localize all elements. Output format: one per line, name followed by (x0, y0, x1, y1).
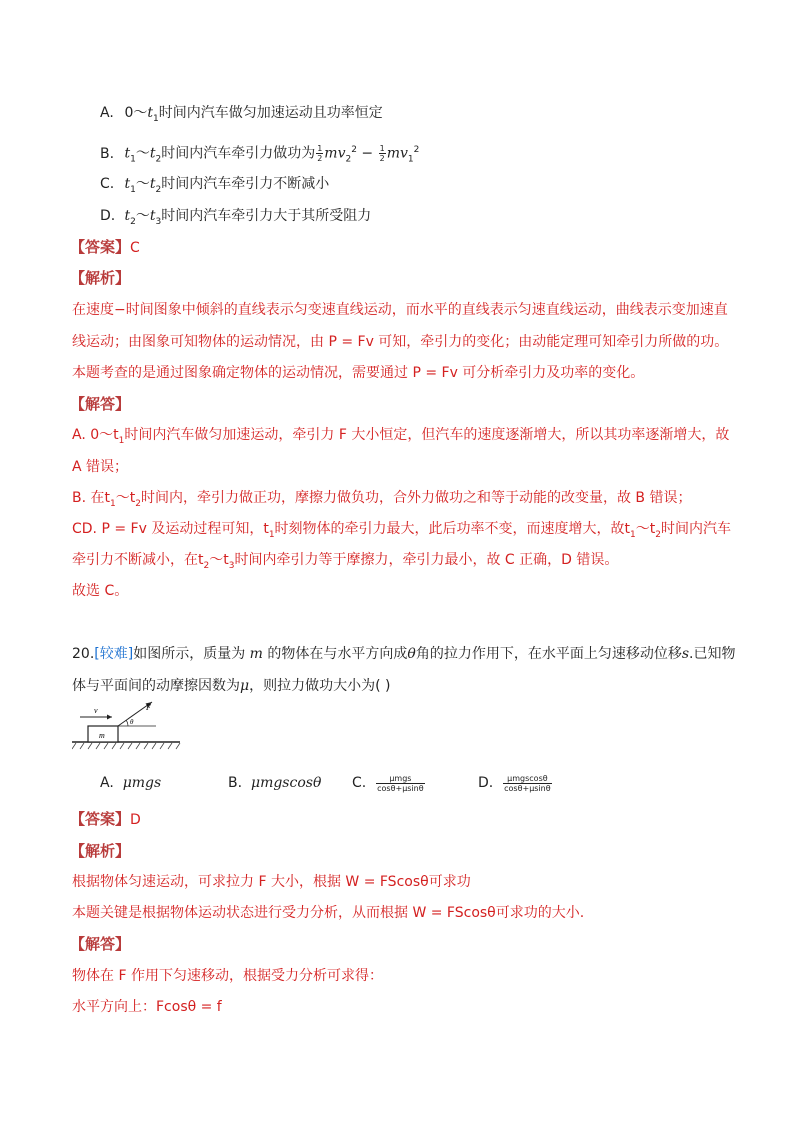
ground-hatch (72, 743, 180, 749)
q20-option-b: B. μmgscosθ (228, 775, 322, 791)
angle-label: θ (130, 718, 134, 726)
q20-stem-line-2: 体与平面间的动摩擦因数为μ，则拉力做功大小为( ) (72, 678, 391, 694)
q19-analysis-label: 【解析】 (70, 269, 131, 287)
q20-analysis-label: 【解析】 (70, 842, 131, 860)
q19-option-a: A. $0\sim t_1$时间内汽车做匀加速运动且功率恒定 (100, 105, 383, 124)
angle-arc (126, 720, 128, 726)
q20-solution-label: 【解答】 (70, 935, 131, 953)
q19-analysis-line: 在速度−时间图象中倾斜的直线表示匀变速直线运动，而水平的直线表示匀速直线运动，曲线表示变加速直 (72, 302, 728, 318)
q19-answer: 【答案】C (70, 238, 140, 256)
q20-solution-line: 物体在 F 作用下匀速移动，根据受力分析可求得： (72, 968, 383, 984)
q20-analysis-line: 根据物体匀速运动，可求拉力 F 大小，根据 W = FScosθ可求功 (72, 874, 471, 890)
q19-analysis-line: 本题考查的是通过图象确定物体的运动情况，需要通过 P = Fv 可分析牵引力及功率的变化。 (72, 365, 645, 381)
q19-solution-label: 【解答】 (70, 395, 131, 413)
block-mass-label: m (99, 731, 105, 740)
force-diagram (72, 698, 182, 760)
force-label: F (146, 703, 151, 712)
q19-option-b: B. $t_1\sim t_2$时间内汽车牵引力做功为 $\frac{1}{2}$ $mv_2^2$ − $\frac{1}{2}$ $mv_1^2$ (100, 144, 420, 165)
difficulty-badge: [较难] (94, 646, 134, 662)
q20-stem-line-1: 20.[较难]如图所示，质量为 m 的物体在与水平方向成θ角的拉力作用下，在水平面上匀速移动位移s.已知物 (72, 646, 736, 662)
q19-solution-line: A 错误； (72, 459, 129, 475)
q19-analysis-line: 线运动；由图象可知物体的运动情况，由 P = Fv 可知，牵引力的变化；由动能定理可知牵引力所做的功。 (72, 334, 729, 350)
q19-solution-line: A. $0\sim t_1$时间内汽车做匀加速运动，牵引力 F 大小恒定，但汽车的速度逐渐增大，所以其功率逐渐增大，故 (72, 427, 730, 446)
velocity-label: v (94, 706, 98, 715)
half-fraction: $\frac{1}{2}$ (379, 144, 385, 164)
q20-option-a: A. μmgs (100, 775, 162, 791)
half-fraction: $\frac{1}{2}$ (317, 144, 323, 164)
q20-solution-line: 水平方向上：Fcosθ = f (72, 999, 222, 1015)
q20-answer: 【答案】D (70, 810, 141, 828)
q19-solution-line: B. 在$t_1\sim t_2$时间内，牵引力做正功，摩擦力做负功，合外力做功之和等于动能的改变量，故 B 错误； (72, 490, 692, 509)
q20-option-d: D. $\frac{\text{μmgscosθ}}{\cos\theta+\mu\sin\theta}$ (478, 773, 551, 793)
q19-option-d: D. $t_2\sim t_3$时间内汽车牵引力大于其所受阻力 (100, 208, 372, 227)
q19-solution-line: 故选 C。 (72, 583, 129, 599)
q19-solution-line: CD. P = Fv 及运动过程可知，$t_1$时刻物体的牵引力最大，此后功率不变，而速度增大，故$t_1\sim t_2$时间内汽车 (72, 521, 732, 540)
q20-option-c: C. $\frac{\text{μmgs}}{\cos\theta+\mu\sin\theta}$ (352, 773, 424, 793)
q19-solution-line: 牵引力不断减小，在$t_2\sim t_3$时间内牵引力等于摩擦力，牵引力最小，故 C 正确，D 错误。 (72, 552, 619, 571)
q19-option-c: C. $t_1\sim t_2$时间内汽车牵引力不断减小 (100, 176, 330, 195)
q20-analysis-line: 本题关键是根据物体运动状态进行受力分析，从而根据 W = FScosθ可求功的大小. (72, 905, 585, 921)
